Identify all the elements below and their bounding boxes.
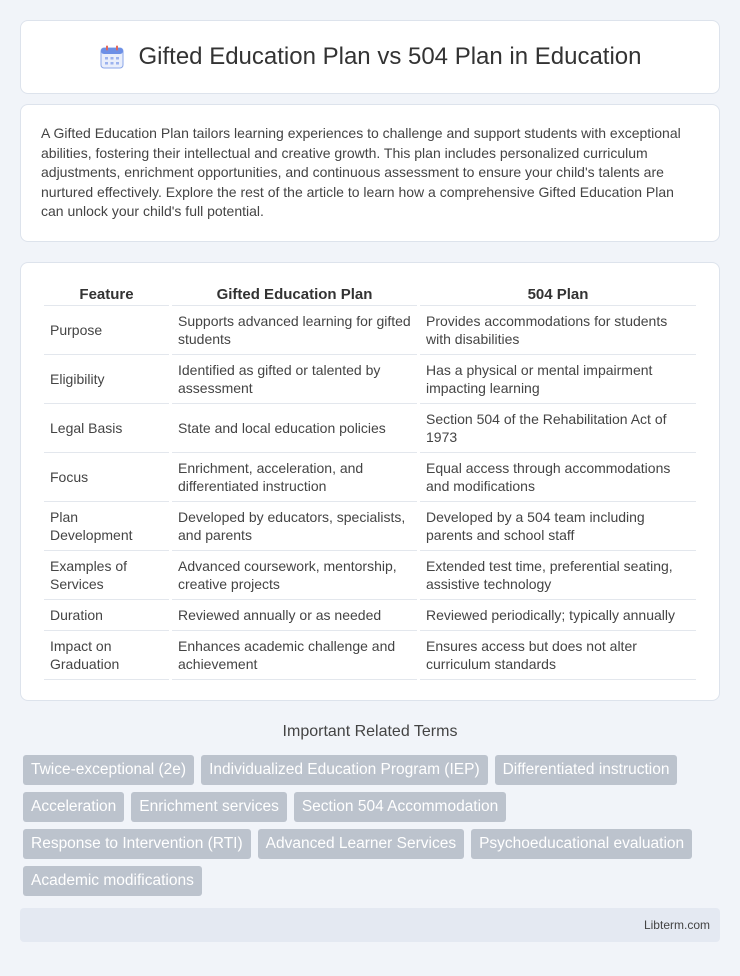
gifted-cell: Developed by educators, specialists, and parents: [172, 502, 417, 551]
term-tag[interactable]: Twice-exceptional (2e): [23, 755, 194, 785]
term-tag[interactable]: Differentiated instruction: [495, 755, 678, 785]
feature-cell: Impact on Graduation: [44, 631, 169, 680]
feature-cell: Duration: [44, 600, 169, 631]
intro-text: A Gifted Education Plan tailors learning experiences to challenge and support students with exceptional abilities, fostering their intellectual and creative growth. This plan includes personalized curriculum adjustments, enrichment opportunities, and continuous assessment to ensure your child's talents are nurtured effectively. Explore the rest of the article to learn how a comprehensive Gifted Education Plan can unlock your child's full potential.: [41, 125, 681, 219]
gifted-cell: Enhances academic challenge and achievement: [172, 631, 417, 680]
title-card: [20, 20, 720, 94]
plan504-cell: Reviewed periodically; typically annually: [420, 600, 696, 631]
gifted-cell: Enrichment, acceleration, and differentiated instruction: [172, 453, 417, 502]
plan504-cell: Provides accommodations for students with disabilities: [420, 306, 696, 355]
table-row: [44, 600, 696, 631]
comparison-table: [41, 281, 699, 680]
term-tag[interactable]: Enrichment services: [131, 792, 287, 822]
term-tag[interactable]: Advanced Learner Services: [258, 829, 464, 859]
footer: [20, 908, 720, 942]
gifted-cell: Advanced coursework, mentorship, creative projects: [172, 551, 417, 600]
term-tag[interactable]: Acceleration: [23, 792, 124, 822]
term-tag[interactable]: Individualized Education Program (IEP): [201, 755, 488, 785]
header-gifted: Gifted Education Plan: [172, 281, 417, 306]
intro-card: [20, 104, 720, 242]
calendar-icon: [99, 44, 125, 70]
footer-site-link[interactable]: Libterm.com: [643, 917, 710, 932]
feature-cell: Examples of Services: [44, 551, 169, 600]
plan504-cell: Extended test time, preferential seating, assistive technology: [420, 551, 696, 600]
table-header-row: [44, 281, 696, 306]
feature-cell: Purpose: [44, 306, 169, 355]
table-row: [44, 631, 696, 680]
term-tag[interactable]: Academic modifications: [23, 866, 202, 896]
table-row: [44, 551, 696, 600]
gifted-cell: State and local education policies: [172, 404, 417, 453]
plan504-cell: Developed by a 504 team including parents and school staff: [420, 502, 696, 551]
term-tag[interactable]: Response to Intervention (RTI): [23, 829, 251, 859]
table-row: [44, 502, 696, 551]
feature-cell: Eligibility: [44, 355, 169, 404]
table-row: [44, 355, 696, 404]
header-504: 504 Plan: [420, 281, 696, 306]
gifted-cell: Reviewed annually or as needed: [172, 600, 417, 631]
table-row: [44, 306, 696, 355]
plan504-cell: Section 504 of the Rehabilitation Act of 1973: [420, 404, 696, 453]
feature-cell: Plan Development: [44, 502, 169, 551]
feature-cell: Legal Basis: [44, 404, 169, 453]
table-row: [44, 453, 696, 502]
term-tag[interactable]: Psychoeducational evaluation: [471, 829, 692, 859]
feature-cell: Focus: [44, 453, 169, 502]
related-terms-heading: Important Related Terms: [282, 722, 458, 740]
page-title: Gifted Education Plan vs 504 Plan in Education: [138, 43, 642, 70]
gifted-cell: Supports advanced learning for gifted students: [172, 306, 417, 355]
related-terms-list: [20, 755, 720, 896]
term-tag[interactable]: Section 504 Accommodation: [294, 792, 506, 822]
comparison-table-card: [20, 262, 720, 701]
table-row: [44, 404, 696, 453]
plan504-cell: Equal access through accommodations and modifications: [420, 453, 696, 502]
gifted-cell: Identified as gifted or talented by assessment: [172, 355, 417, 404]
plan504-cell: Ensures access but does not alter curriculum standards: [420, 631, 696, 680]
header-feature: Feature: [44, 281, 169, 306]
plan504-cell: Has a physical or mental impairment impacting learning: [420, 355, 696, 404]
